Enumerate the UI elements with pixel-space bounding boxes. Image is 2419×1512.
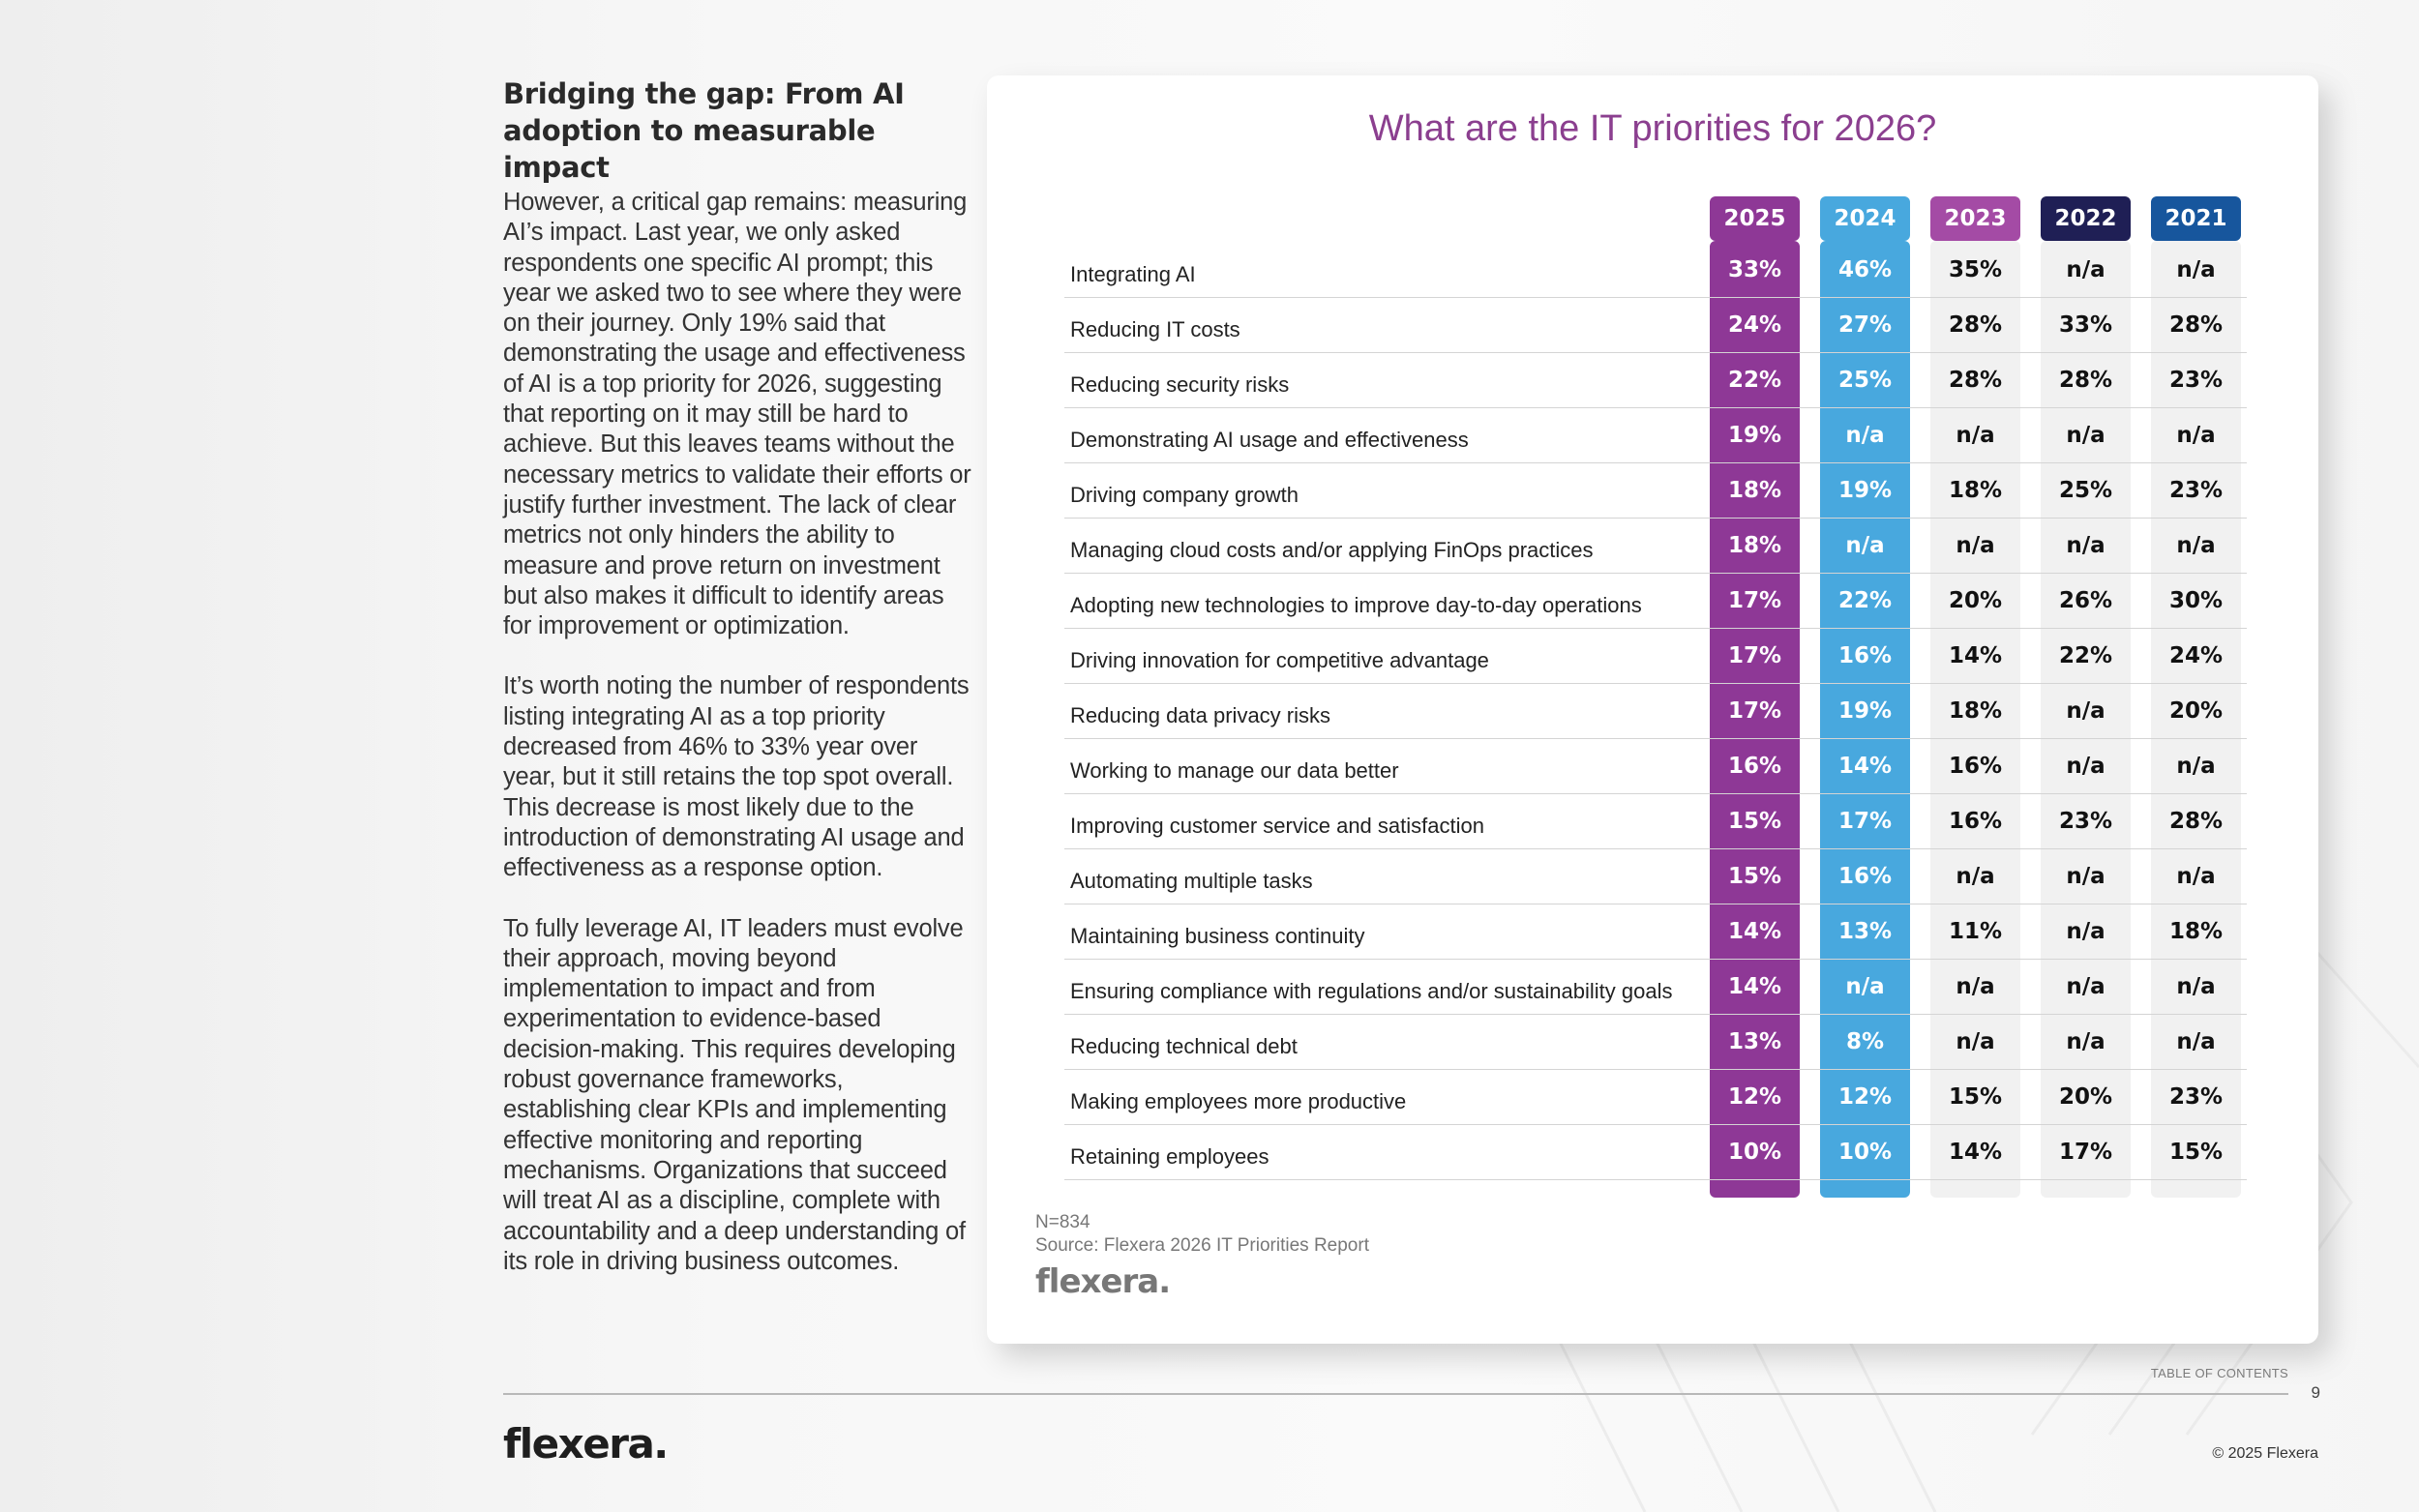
cell-2025: 22% [1727,368,1782,393]
cell-2021: 28% [2168,809,2224,834]
cell-2022: 22% [2058,643,2113,668]
sample-size-note: N=834 [1035,1212,1090,1232]
cell-2024: 19% [1837,698,1893,724]
article-paragraph-1: However, a critical gap remains: measuring AI’s impact. Last year, we only asked respondents one specific AI prompt; this year we asked two to see where they were on their journey. Only 19% said that demonstrating the usage and effectiveness of AI is a top priority for 2026, suggesting that reporting on it may still be hard to achieve. But this leaves teams without the necessary metrics to validate their efforts or justify further investment. The lack of clear metrics not only hinders the ability to measure and prove return on investment but also makes it difficult to identify areas for improvement or optimization. [503,189,971,640]
table-row [1064,904,2247,960]
table-row [1064,243,2247,298]
column-header-2024: 2024 [1820,196,1910,241]
cell-2023: n/a [1956,423,1995,448]
table-row [1064,1125,2247,1180]
cell-2024: 16% [1837,864,1893,889]
cell-2024: n/a [1845,533,1885,558]
cell-2021: n/a [2176,1029,2216,1054]
footer-divider [503,1393,2288,1395]
cell-2021: 30% [2168,588,2224,613]
row-label: Managing cloud costs and/or applying FinOps practices [1070,538,1594,562]
copyright-notice: © 2025 Flexera [2212,1445,2318,1462]
cell-2023: 16% [1948,754,2003,779]
footer-brand-logo: flexera. [503,1420,668,1468]
row-label: Working to manage our data better [1070,758,1399,783]
cell-2025: 15% [1727,864,1782,889]
table-row [1064,574,2247,629]
cell-2022: 28% [2058,368,2113,393]
cell-2025: 18% [1727,478,1782,503]
article-text-column [503,75,972,1277]
cell-2023: 16% [1948,809,2003,834]
cell-2023: 28% [1948,312,2003,338]
cell-2025: 17% [1727,588,1782,613]
cell-2021: 23% [2168,368,2224,393]
cell-2024: 10% [1837,1140,1893,1165]
cell-2024: 25% [1837,368,1893,393]
row-label: Making employees more productive [1070,1089,1407,1113]
cell-2021: n/a [2176,533,2216,558]
cell-2021: 24% [2168,643,2224,668]
cell-2021: n/a [2176,754,2216,779]
cell-2021: n/a [2176,423,2216,448]
cell-2023: 14% [1948,1140,2003,1165]
table-row [1064,739,2247,794]
row-label: Demonstrating AI usage and effectiveness [1070,428,1469,452]
row-label: Improving customer service and satisfaction [1070,814,1484,838]
row-label: Reducing security risks [1070,372,1290,397]
column-header-2022: 2022 [2041,196,2131,241]
cell-2023: n/a [1956,974,1995,999]
row-label: Adopting new technologies to improve day-to-day operations [1070,593,1642,617]
table-row [1064,298,2247,353]
cell-2025: 15% [1727,809,1782,834]
cell-2021: n/a [2176,974,2216,999]
chart-title: What are the IT priorities for 2026? [1368,108,1937,149]
article-paragraph-2: It’s worth noting the number of respondents listing integrating AI as a top priority decreased from 46% to 33% year over year, but it still retains the top spot overall. This decrease is most likely due to the introduction of demonstrating AI usage and effectiveness as a response option. [503,672,970,882]
source-note: Source: Flexera 2026 IT Priorities Report [1035,1235,1369,1256]
table-row [1064,408,2247,463]
cell-2023: 20% [1948,588,2003,613]
table-row [1064,794,2247,849]
cell-2022: 20% [2058,1084,2113,1110]
cell-2025: 12% [1727,1084,1782,1110]
cell-2025: 14% [1727,974,1782,999]
column-header-2025: 2025 [1710,196,1800,241]
cell-2024: 14% [1837,754,1893,779]
cell-2021: 23% [2168,1084,2224,1110]
cell-2023: 15% [1948,1084,2003,1110]
cell-2022: n/a [2066,423,2105,448]
row-label: Reducing technical debt [1070,1034,1298,1058]
cell-2022: n/a [2066,257,2105,282]
cell-2025: 19% [1727,423,1782,448]
column-header-2021: 2021 [2151,196,2241,241]
cell-2025: 14% [1727,919,1782,944]
cell-2023: n/a [1956,533,1995,558]
cell-2024: 46% [1837,257,1893,282]
cell-2023: 14% [1948,643,2003,668]
table-row [1064,463,2247,519]
table-row [1064,849,2247,904]
cell-2021: 18% [2168,919,2224,944]
cell-2024: 22% [1837,588,1893,613]
row-label: Driving company growth [1070,483,1299,507]
cell-2025: 33% [1727,257,1782,282]
cell-2022: n/a [2066,974,2105,999]
cell-2024: 8% [1845,1029,1885,1054]
table-row [1064,629,2247,684]
row-label: Driving innovation for competitive advantage [1070,648,1489,672]
cell-2022: 25% [2058,478,2113,503]
cell-2025: 16% [1727,754,1782,779]
chart-brand-logo: flexera. [1035,1262,1171,1301]
cell-2022: 23% [2058,809,2113,834]
row-label: Reducing IT costs [1070,317,1240,341]
cell-2024: 12% [1837,1084,1893,1110]
row-label: Ensuring compliance with regulations and/or sustainability goals [1070,979,1673,1003]
cell-2024: 27% [1837,312,1893,338]
cell-2022: 17% [2058,1140,2113,1165]
cell-2021: 15% [2168,1140,2224,1165]
table-row [1064,960,2247,1015]
row-label: Automating multiple tasks [1070,869,1313,893]
cell-2022: 33% [2058,312,2113,338]
cell-2023: 11% [1948,919,2003,944]
table-row [1064,1070,2247,1125]
cell-2025: 24% [1727,312,1782,338]
cell-2023: 18% [1948,478,2003,503]
cell-2021: n/a [2176,257,2216,282]
cell-2021: n/a [2176,864,2216,889]
cell-2023: n/a [1956,864,1995,889]
cell-2025: 17% [1727,643,1782,668]
cell-2024: n/a [1845,974,1885,999]
cell-2022: n/a [2066,533,2105,558]
table-row [1064,519,2247,574]
cell-2022: n/a [2066,754,2105,779]
table-row [1064,353,2247,408]
cell-2025: 13% [1727,1029,1782,1054]
cell-2024: n/a [1845,423,1885,448]
table-of-contents-link[interactable]: TABLE OF CONTENTS [2150,1366,2288,1380]
cell-2023: 28% [1948,368,2003,393]
cell-2022: n/a [2066,1029,2105,1054]
cell-2022: n/a [2066,864,2105,889]
cell-2025: 18% [1727,533,1782,558]
cell-2022: n/a [2066,919,2105,944]
column-header-2023: 2023 [1930,196,2020,241]
cell-2024: 17% [1837,809,1893,834]
cell-2022: 26% [2058,588,2113,613]
cell-2025: 17% [1727,698,1782,724]
cell-2021: 20% [2168,698,2224,724]
page-number: 9 [2311,1383,2320,1402]
row-label: Retaining employees [1070,1144,1269,1169]
cell-2023: 18% [1948,698,2003,724]
row-label: Integrating AI [1070,262,1196,286]
cell-2022: n/a [2066,698,2105,724]
row-label: Reducing data privacy risks [1070,703,1331,727]
table-row [1064,1015,2247,1070]
cell-2023: 35% [1948,257,2003,282]
it-priorities-chart-card [987,75,2318,1344]
table-row [1064,684,2247,739]
cell-2021: 28% [2168,312,2224,338]
cell-2025: 10% [1727,1140,1782,1165]
row-label: Maintaining business continuity [1070,924,1365,948]
cell-2021: 23% [2168,478,2224,503]
section-heading: Bridging the gap: From AI adoption to measurable impact [503,77,905,184]
cell-2023: n/a [1956,1029,1995,1054]
article-paragraph-3: To fully leverage AI, IT leaders must evolve their approach, moving beyond implementation to impact and from experimentation to evidence-based decision-making. This requires developing robust governance frameworks, establishing clear KPIs and implementing effective monitoring and reporting mechanisms. Organizations that succeed will treat AI as a discipline, complete with accountability and a deep understanding of its role in driving business outcomes. [503,914,966,1275]
cell-2024: 19% [1837,478,1893,503]
cell-2024: 13% [1837,919,1893,944]
cell-2024: 16% [1837,643,1893,668]
